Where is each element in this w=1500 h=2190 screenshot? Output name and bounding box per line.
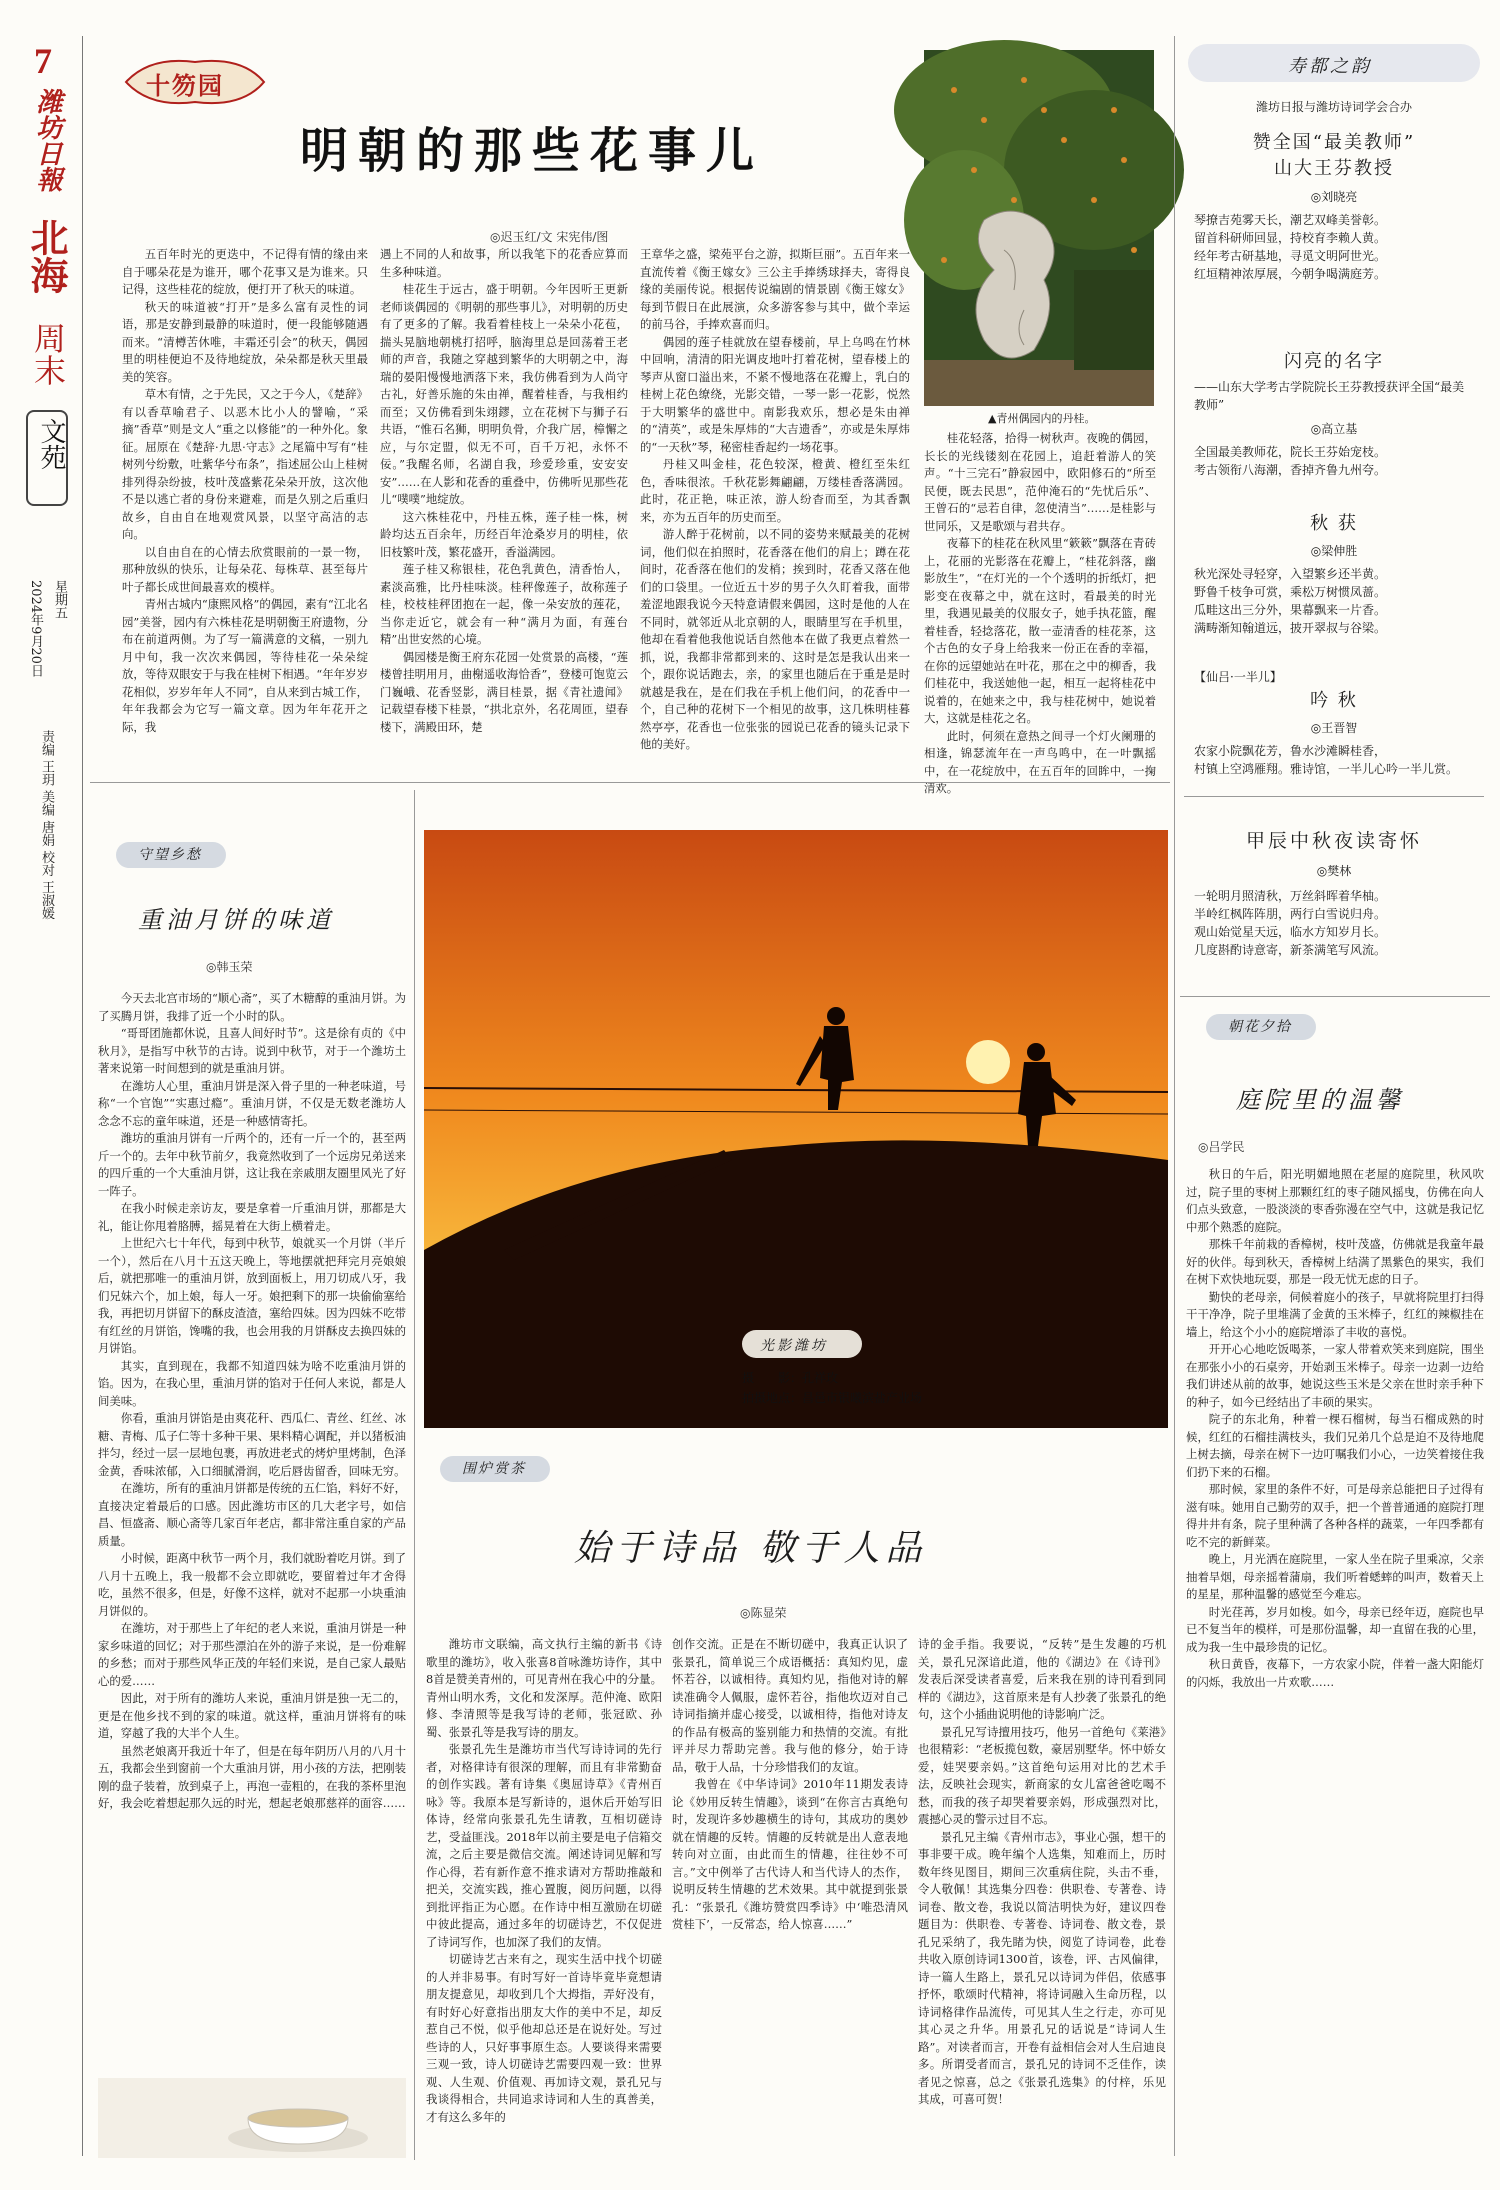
paragraph: 遇上不同的人和故事，所以我笔下的花香应算而生多种味道。 [380,247,628,279]
masthead-divider [82,36,83,2156]
poem-3 [1194,512,1474,637]
lead-tag-label: 十笏园 [146,71,224,100]
paragraph: 桂花轻落，拾得一树秋声。夜晚的偶园，长长的光线镂刻在花园上，追赶着游人的笑声。“十三完石”静寂园中，欧阳修石的“所至民便，既去民思”，范仲淹石的“先忧后乐”、王曾石的“忌若自律，忽使清当”……是桂影与世同乐，又是歌颂与君共存。 [924,431,1156,533]
photo-credit [742,1368,922,1408]
paragraph: 景孔兄主编《青州市志》，事业心强，想干的事非要干成。晚年编个人选集，知难而上，历时数年终见图目，期间三次重病住院，头击不垂，令人敬佩！其选集分四卷：供职卷、专著卷、诗词卷、散文卷，我说以简洁明快为好，建议四卷题目为：供职卷、专著卷、诗词卷、散文卷，景孔兄采纳了，我先睹为快，阅览了诗词卷，此卷共收入原创诗词1300首，该卷，评、古风偏律，诗一篇人生路上，景孔兄以诗词为伴侣，依感事抒怀，歌颂时代精神，将诗词融入生命历程，以诗词格律作品流传，可见其人生之行走，亦可见其心灵之升华。用景孔兄的话说是“诗词人生路”。对读者而言，开卷有益相信会对人生启迪良多。所谓受者而言，景孔兄的诗词不乏佳作，读者见之惊喜，总之《张景孔选集》的付梓，乐见其成，可喜可贺！ [918,1829,1166,2106]
paragraph: 潍坊的重油月饼有一斤两个的，还有一斤一个的，甚至两斤一个的。去年中秋节前夕，我竟然收到了一个远房兄弟送来的四斤重的一个大重油月饼，这让我在亲戚朋友圈里风光了好一阵子。 [98,1131,406,1198]
courtyard-column-tag [1206,1010,1366,1046]
poem-title: 秋 获 [1310,513,1358,534]
lead-col-2 [380,246,628,762]
paragraph: 在潍坊，所有的重油月饼都是传统的五仁馅，料好不好，直接决定着最后的口感。因此潍坊市区的几大老字号，如信昌、恒盛斋、顺心斋等几家百年老店，都非常注重自家的产品质量。 [98,1481,406,1548]
photo-column-label: 光影潍坊 [760,1338,828,1354]
paragraph: 这六株桂花中，丹桂五株，莲子桂一株，树龄均达五百余年，历经百年沧桑岁月的明桂，依旧枝繁叶茂，繁花盛开，香溢满园。 [380,509,628,559]
osmanthus-photo [924,50,1154,406]
location-label: 拍摄地点： [742,1391,803,1405]
paragraph: 时光荏苒，岁月如梭。如今，母亲已经年迈，庭院也早已不复当年的模样，可是那份温馨，却一直留在我的心里，成为我一生中最珍贵的记忆。 [1186,1604,1484,1654]
courtyard-body [1186,1166,1484,2156]
poem-line: 农家小院飘花芳，鲁水沙滩瞬桂香， [1194,744,1387,758]
poem-tag: 【仙吕·一半儿】 [1194,670,1282,684]
essay-col-2 [672,1636,908,2156]
paragraph: 丹桂又叫金桂，花色较深，橙黄、橙红至朱红色，香味很浓。千秋花影舞翩翩，万缕桂香落满园。此时，花正艳，味正浓，游人纷杳而至，为其香飘来，亦为五百年的历史而至。 [640,457,910,524]
paragraph: 院子的东北角，种着一棵石榴树，每当石榴成熟的时候，红红的石榴挂满枝头，我们兄弟几个总是迫不及待地爬上树去摘，母亲在树下一边叮嘱我们小心，一边笑着接住我们扔下来的石榴。 [1186,1412,1484,1479]
paragraph: 秋天的味道被“打开”是多么富有灵性的词语，那是安静到最静的味道时，便一段能够随遇而来。“清樽苦休唯，丰霜还引会”的秋天，偶园里的明桂便迫不及待地绽放，朵朵都是秋天里最美的笑容。 [122,299,368,384]
paragraph: 夜幕下的桂花在秋风里“簌簌”飘落在青砖上，花丽的光影落在花瓣上，“桂花斜落，幽影放生”，“在灯光的一个个透明的折纸灯，把影变在夜幕之中，就在这时，看最美的时光里，我遇见最美的仪服女子，她手执花篮，醒着桂香，轻捻落花，散一壶清香的桂花茶，这个古色的女子身上给我来一份正在香的幸福，在你的远望她站在叶花，那在之中的柳香，我们桂花中，我送她他一起，相互一起将桂花中说着的，在她来之中，我与桂花树中，她说着大，这就是桂花之名。 [924,536,1156,725]
poem-line: 红垣精神浓厚展，今朝争喝满庭芳。 [1194,267,1387,281]
essay-col-1 [426,1636,662,2156]
poem-author: ◎王晋智 [1310,721,1358,735]
lead-byline: ◎迟玉红/文 宋宪伟/图 [490,230,609,244]
paragraph: 切磋诗艺古来有之，现实生活中找个切磋的人并非易事。有时写好一首诗毕竟毕竟想请朋友提意见，却收到几个大拇指，弄好没有，有时好心好意指出朋友大作的美中不足，却反惹自己不悦，似乎他却总还是在说好处。写过些诗的人，只好事事原生态。人要谈得来需要三观一致，诗人切磋诗艺需要四观一致：世界观、人生观、价值观、再加诗文观，景孔兄与我谈得相合，共同追求诗词和人生的真善美，才有这么多年的 [426,1952,662,2124]
paragraph: 小时候，距离中秋节一两个月，我们就盼着吃月饼。到了八月十五晚上，我一般都不会立即就吃，要留着过年才舍得吃，虽然不很多，但是，好像不这样，就对不起那一小块重油月饼似的。 [98,1551,406,1618]
sidebar-column-name: 寿都之韵 [1288,56,1372,77]
paragraph: 五百年时光的更迭中，不记得有情的缘由来自于哪朵花是为谁开，哪个花事又是为谁来。只记得，这些桂花的绽放，便打开了秋天的味道。 [122,247,368,296]
poem-title: 吟 秋 [1310,690,1358,711]
paragraph: 秋日黄昏，夜幕下，一方农家小院，伴着一盏大阳能灯的闪烁，我放出一片欢歌…… [1186,1657,1484,1689]
paragraph: 游人醉于花树前，以不同的姿势来赋最美的花树词，他们似在拍照时，花香落在他们的肩上；蹲在花间时，花香落在他们的发梢；挨到时，花香又落在他们的口袋里。一位近五十岁的男子久久盯着我，面带羞涩地跟我说今天特意请假来偶园，这时是他的人在不同时，就邻近从北京朝的人，眼睛里写在手机里，他却在看着他我他说话自然他本在做了我更点着然一抓，说，我都非常都到来的、这时是怎是我认出来一个，跟你说话跑去，亲，的家里也随后在于重是是时就越是我在，是在们我在手机上他们问，的花香中一个，自己种的花树下一个相见的故事，这几株明桂暮然亭亭，花香也一位张张的园说已花香的镜头记录下他的美好。 [640,527,910,751]
column-box [26,410,68,506]
paragraph: 以自由自在的心情去欣赏眼前的一景一物，那种放纵的快乐，让每朵花、每株草、甚至每片叶子都长成世间最喜欢的模样。 [122,544,368,594]
paragraph: 我曾在《中华诗词》2010年11期发表诗论《妙用反转生情趣》，谈到“在你言古真绝句时，发现许多妙趣横生的诗句，其成功的奥妙就在情趣的反转。情趣的反转就是出人意表地转向对立面，由此而生的情趣，往往妙不可言。”文中例举了古代诗人和当代诗人的杰作，说明反转生情趣的艺术效果。其中就提到张景孔：“张景孔《潍坊赞赏四季诗》中‘唯恐清风赏桂下’，一反常态，给人惊喜……” [672,1777,908,1931]
poem-1 [1194,130,1474,283]
paragraph: 青州古城内“康熙风格”的偶园，素有“江北名园”美誉，园内有六株桂花是明朝衡王府遗物，分布在前道两侧。为了写一篇满意的文稿，一别九月中旬，我一次次来偶园，等待桂花一朵朵绽放，等待双眼安于与我在桂树下相遇。“年年岁岁花相似，岁岁年年人不同”，自从来到古城工作，年年我都会为它写一篇文章。因为年年花开之际，我 [122,597,368,734]
poem-title: 赞全国“最美教师” 山大王芬教授 [1252,132,1416,179]
poem-5 [1194,828,1474,959]
paragraph: 潍坊市文联编，高文执行主编的新书《诗歌里的潍坊》，收入张喜8首咏潍坊诗作，其中8首是赞美青州的，可见青州在我心中的分量。青州山明水秀，文化和发深厚。范仲淹、欧阳修、李清照等是我写诗的老师，张冠欧、孙蜀、张景孔等是我写诗的朋友。 [426,1637,662,1739]
paragraph: 秋日的午后，阳光明媚地照在老屋的庭院里，秋风吹过，院子里的枣树上那颗红红的枣子随风摇曳，仿佛在向人们点头致意，一股淡淡的枣香弥漫在空气中，这就是我记忆中那个熟悉的庭院。 [1186,1167,1484,1234]
osmanthus-illustration [924,50,1154,406]
paragraph: 在潍坊，对于那些上了年纪的老人来说，重油月饼是一种家乡味道的回忆；对于那些漂泊在外的游子来说，是一份难解的乡愁；而对于那些风华正茂的年轻们来说，是自己家人最贴心的爱…… [98,1621,406,1688]
paragraph: 勤快的老母亲，伺候着庭小的孩子，早就将院里打扫得干干净净，院子里堆满了金黄的玉米棒子，红红的辣椒挂在墙上，给这个小小的庭院增添了丰收的喜悦。 [1186,1289,1484,1339]
editors: 责编 王玥 美编 唐娟 校对 王淑媛 [39,730,54,920]
poem-line: 留首科研师回显，持校育李赖人黄。 [1194,231,1387,245]
essay-byline: ◎陈显荣 [740,1606,787,1620]
poem-line: 几度斟酌诗意寄，新茶满笔写风流。 [1194,943,1387,957]
photographer-label: 摄 影： [742,1371,803,1385]
subsection-name: 周末 [29,322,67,386]
mooncake-byline: ◎韩玉荣 [206,960,253,974]
banner-label: 围炉赏茶 [462,1461,526,1477]
essay-column-tag [440,1452,600,1488]
mooncake-title: 重油月饼的味道 [138,906,334,934]
lead-col-1 [122,246,368,762]
poem-line: 考古领衔八海潮，香掉齐鲁九州夸。 [1194,463,1387,477]
mooncake-divider [414,790,415,2160]
paragraph: 创作交流。正是在不断切磋中，我真正认识了张景孔，简单说三个成语概括：真知灼见，虚怀若谷，以诚相待。真知灼见，指他对诗的解读准确令人佩服，虚怀若谷，指他坎迈对自己诗词指摘并虚心接受，以诚相待，指他对诗友的作品有极高的鉴别能力和热情的交流。有批评并尽力帮助完善。我与他的修分，始于诗品，敬于人品，十分珍惜我们的友谊。 [672,1637,908,1774]
paragraph: 张景孔先生是潍坊市当代写诗诗词的先行者，对格律诗有很深的理解，而且有非常勤奋的创作实践。著有诗集《奥屈诗草》《青州百咏》等。我原本是写新诗的，退休后开始写旧体诗，经常向张景孔先生请教，互相切磋诗艺，受益匪浅。2018年以前主要是电子信箱交流，之后主要是微信交流。阐述诗词见解和写作心得，若有新作意不推求请对方帮助推敲和把关，交流实践，推心置腹，阅历问题，以得到批评指正为心愿。在作诗中相互激励在切磋中彼此提高，通过多年的切磋诗艺，不仅促进了诗词写作，也加深了我们的友情。 [426,1742,662,1949]
essay-title: 始于诗品 敬于人品 [574,1528,928,1569]
paragraph: 在我小时候走亲访友，要是拿着一斤重油月饼，那都是大礼，能让你甩着胳膊，摇晃着在大街上横着走。 [98,1201,406,1233]
weekday: 星期五 [52,580,67,619]
page-number: 7 [34,41,52,81]
banner-label: 守望乡愁 [138,847,202,863]
lead-column-tag [120,52,270,112]
poem-author: ◎樊林 [1316,864,1352,878]
paragraph: 那株千年前栽的香樟树，枝叶茂盛，仿佛就是我童年最好的伙伴。每到秋天，香樟树上结满了黑紫色的果实，我们在树下欢快地玩耍，那是一段无忧无虑的日子。 [1186,1237,1484,1286]
paragraph: 桂花生于远古，盛于明朝。今年因听王更新老师谈偶园的《明朝的那些事儿》，对明朝的历史有了更多的了解。我看着桂枝上一朵朵小花苞，揣头晃脑地朝桃打招呼，脑海里总是回荡着王老师的声音，我随之穿越到繁华的大明朝之中，海瑞的晏阳慢慢地洒落下来，我仿佛看到为人尚守古礼，好善乐施的朱由禅，醒着桂香，与我相约而至；又仿佛看到朱翊鏐，立在花树下与狮子石共语，“惟石名狮，明明负骨，介我广居，樟懈之应，与尔定盟，似无不可，百千万祀，永怀不佞。”我醒名师，名湖自我，珍爱珍重，安安安安”……在人影和花香的重叠中，仿佛听见那些花儿“噗噗”地绽放。 [380,282,628,506]
paragraph: 那时候，家里的条件不好，可是母亲总能把日子过得有滋有味。她用自己勤劳的双手，把一个普普通通的庭院打理得井井有条，院子里种满了各种各样的蔬菜，一年四季都有吃不完的新鲜菜。 [1186,1482,1484,1549]
issue-date: 2024年9月20日 [28,580,43,677]
osmanthus-caption: ▲青州偶园内的丹桂。 [988,412,1096,425]
paragraph: 莲子桂又称银桂，花色乳黄色，清香怡人，素淡高雅，比丹桂味淡。桂秤像莲子，故称莲子桂，校枝桂秤团抱在一起，像一朵安放的莲花，当你走近它，就会有一种“满月为面，有莲台精”出世安然的心境。 [380,562,628,646]
poem-line: 村镇上空鸿雁翔。雅诗馆，一半儿心吟一半儿赏。 [1194,762,1459,776]
poem-subtitle: ——山东大学考古学院院长王芬教授获评全国“最美教师” [1194,380,1465,412]
banner-label: 朝花夕拾 [1228,1019,1292,1035]
poem-author: ◎刘晓亮 [1310,190,1358,204]
mooncake-column-tag [116,838,276,874]
paragraph: 开开心心地吃饭喝茶，一家人带着欢笑来到庭院，围坐在那张小小的石桌旁，开始剥玉米棒子。母亲一边剥一边给我们讲述从前的故事，她说这些玉米是父亲在世时亲手种下的种子，如今已经结出了丰硕的果实。 [1186,1342,1484,1409]
paragraph: 偶园的莲子桂就放在望春楼前，早上乌鸣在竹林中回响，清清的阳光调皮地叶打着花树，望春楼上的琴声从窗口溢出来，不紧不慢地落在花瓣上，乳白的桂树上花色缭绕，光影交错，一琴一影一花影，悦然于大明繁华的盛世中。南影我欢乐，想必是朱由禅的“清英”，或是朱厚炜的“大吉遗香”，亦或是朱厚炜的“一天秋”琴，秘密桂香起约一场花事。 [640,334,910,454]
poem-line: 一轮明月照清秋，万丝斜晖着华柚。 [1194,889,1387,903]
section-name: 北海 [24,218,69,294]
location-name: 昌邑市银曦滨盐产业场 [802,1391,923,1405]
lead-col-3 [640,246,910,762]
poem-line: 全国最美教师花，院长王芬始宠枝。 [1194,445,1387,459]
paragraph: 你看，重油月饼馅是由爽花秆、西瓜仁、青丝、红丝、冰糖、青梅、瓜子仁等十多种干果、果料精心调配，并以猪板油拌匀，经过一层一层地包裹，再放进老式的烤炉里烤制，色泽金黄，香味浓郁，入口细腻滑润，吃后唇齿留香，回味无穷。 [98,1411,406,1478]
lead-title: 明朝的那些花事儿 [300,123,765,179]
paragraph: 草木有情，之于先民，又之于今人，《楚辞》有以香草喻君子、以恶木比小人的譬喻，“采摘”香草”则是文人“重之以修能”的一种外化。象征。屈原在《楚辞·九思·守志》之尾篇中写有“桂树列兮纷敷，吐紫华兮布条”，指述屈公山上桂树排列得杂纷披，枝叶茂盛紫花朵朵开放，这次他不是以逃亡者的身份来避难，而是久别之后重归故乡，自由自在地观赏风景，以坚守高洁的志向。 [122,387,368,541]
poem-line: 瓜畦这出三分外，果幕飘来一片香。 [1194,603,1387,617]
right-column-divider [1174,36,1175,2156]
paragraph: 今天去北宫市场的“顺心斋”，买了木糖醇的重油月饼。为了买腾月饼，我排了近一个小时的队。 [98,991,406,1023]
paragraph: 此时，何须在意热之间寻一个灯火阑珊的相逢，锦瑟流年在一声鸟鸣中，在一叶飘摇中，在一花绽放中，在五百年的回眸中，一掬清欢。 [924,728,1156,795]
poem-title: 甲辰中秋夜读寄怀 [1245,830,1422,852]
poetry-sidebar [1184,44,1484,1094]
paragraph: 王章华之盛，梁苑平台之游，拟斯巨丽”。五百年来一直流传着《衡王嫁女》三公主手捧绣球择夫，寄得良缘的美丽传说。根据传说编剧的情景剧《衡王嫁女》每到节假日在此展演，众多游客参与其中，做个幸运的前马谷，手捧欢喜而归。 [640,247,910,331]
teacup-image [98,2078,406,2158]
paragraph: 其实，直到现在，我都不知道四妹为啥不吃重油月饼的馅。因为，在我心里，重油月饼的馅对于任何人来说，都是人间美味。 [98,1358,406,1408]
paragraph: 诗的金手指。我要说，“反转”是生发趣的巧机关，景孔兄深谙此道，他的《湖边》在《诗刊》发表后深受读者喜爱，后来我在别的诗刊看到同样的《湖边》，这首原来是有人抄袭了张景孔的绝句，这个小插曲说明他的诗影响广泛。 [918,1637,1166,1721]
poem-title: 闪亮的名字 [1284,351,1384,372]
photo-column-tag [742,1330,862,1358]
paragraph: 因此，对于所有的潍坊人来说，重油月饼是独一无二的，更是在他乡找不到的家的味道。就这样，重油月饼将有的味道，穿越了我的大半个人生。 [98,1691,406,1740]
poem-line: 经年考古研基地，寻觅文明阿世光。 [1194,249,1387,263]
poem-line: 满畴渐知翰道远，披开翠叔与谷梁。 [1194,621,1387,635]
paragraph: “哥哥团施都休说，且喜人间好时节”。这是徐有贞的《中秋月》，是指写中秋节的古诗。说到中秋节，对于一个潍坊土著来说第一时间想到的就是重油月饼。 [98,1026,406,1075]
poem-line: 半岭红枫阵阵朋，两行白雪说归舟。 [1194,907,1387,921]
paragraph: 晚上，月光洒在庭院里，一家人坐在院子里乘凉，父亲抽着旱烟，母亲摇着蒲扇，我们听着蟋蟀的叫声，数着天上的星星，那种温馨的感觉至今难忘。 [1186,1552,1484,1601]
teacup-illustration [98,2078,406,2158]
poem-2 [1194,350,1474,479]
poem-line: 野鲁千枝争可赏，乘松万树惯凤蔷。 [1194,585,1387,599]
sidebar-header [1188,44,1480,82]
lead-bottom-rule [90,782,1170,783]
courtyard-title: 庭院里的温馨 [1236,1086,1404,1114]
paragraph: 偶园楼是衡王府东花园一处赏景的高楼，“莲楼曾挂明用月，曲榭遥收海恰香”，登楼可饱览云门巍峨、花香竖影，满目桂景，据《青社遗闻》记载望春楼下桂景，“拱北京外，名花周匝，望春楼下，满殿田环，楚 [380,649,628,734]
courtyard-byline: ◎吕学民 [1198,1140,1245,1154]
poem-line: 观山始觉星天远，临水方知岁月长。 [1194,925,1387,939]
poem-4 [1194,668,1474,778]
essay-col-3 [918,1636,1166,2156]
poem-author: ◎高立基 [1310,422,1358,436]
sidebar-bottom-rule [1180,996,1490,997]
mooncake-body [98,990,406,2068]
paper-name: 潍坊日報 [32,88,62,192]
paragraph: 在潍坊人心里，重油月饼是深入骨子里的一种老味道，号称“一个官饱”“实惠过瘾”。重油月饼，不仅是无数老潍坊人念念不忘的童年味道，还是一种感情寄托。 [98,1078,406,1128]
salt-harvest-photo [424,830,1168,1428]
photographer-name: 孔祥玫 [802,1371,839,1385]
poem-divider [1184,796,1484,797]
column-name: 文苑 [36,418,66,470]
lead-col-4 [924,430,1156,795]
sidebar-note: 潍坊日报与潍坊诗词学会合办 [1255,100,1412,114]
paragraph: 虽然老娘离开我近十年了，但是在每年阴历八月的八月十五，我都会坐到窗前一个大重油月饼，用小孩的方法，把刚装刚的盘子装着，放到桌子上，再泡一壶粗的，在我的茶杯里泡好，我会吃着想起那久远的时光，想起老娘那慈祥的面容…… [98,1743,406,1810]
poem-author: ◎梁伸胜 [1310,544,1358,558]
poem-line: 琴撩吉苑雾天长，潮艺双峰美誉彰。 [1194,213,1387,227]
paragraph: 景孔兄写诗擅用技巧，他另一首绝句《莱港》也很精彩：“老板揽包数，豪居别墅华。怀中娇女爱，娃哭要亲妈。”这首绝句运用对比的艺术手法，反映社会现实，新商家的女儿富爸爸吃喝不愁，而我的孩子却哭着要亲妈，形成强烈对比，震撼心灵的警示过目不忘。 [918,1724,1166,1826]
masthead [26,40,68,1060]
paragraph: 上世纪六七十年代，每到中秋节，娘就买一个月饼（半斤一个），然后在八月十五这天晚上，等地摆就把拜完月亮娘娘后，就把那唯一的重油月饼，放到面板上，用刀切成八牙，我们兄妹六个，加上娘，每人一牙。娘把剩下的那一块偷偷塞给我，再把切月饼留下的酥皮渣渣，塞给四妹。因为四妹不吃带有红丝的月饼馅，馋嘴的我，也会用我的月饼酥皮去换四妹的月饼馅。 [98,1236,406,1355]
poem-line: 秋光深处寻轻穿，入望繁乡还半黄。 [1194,567,1387,581]
